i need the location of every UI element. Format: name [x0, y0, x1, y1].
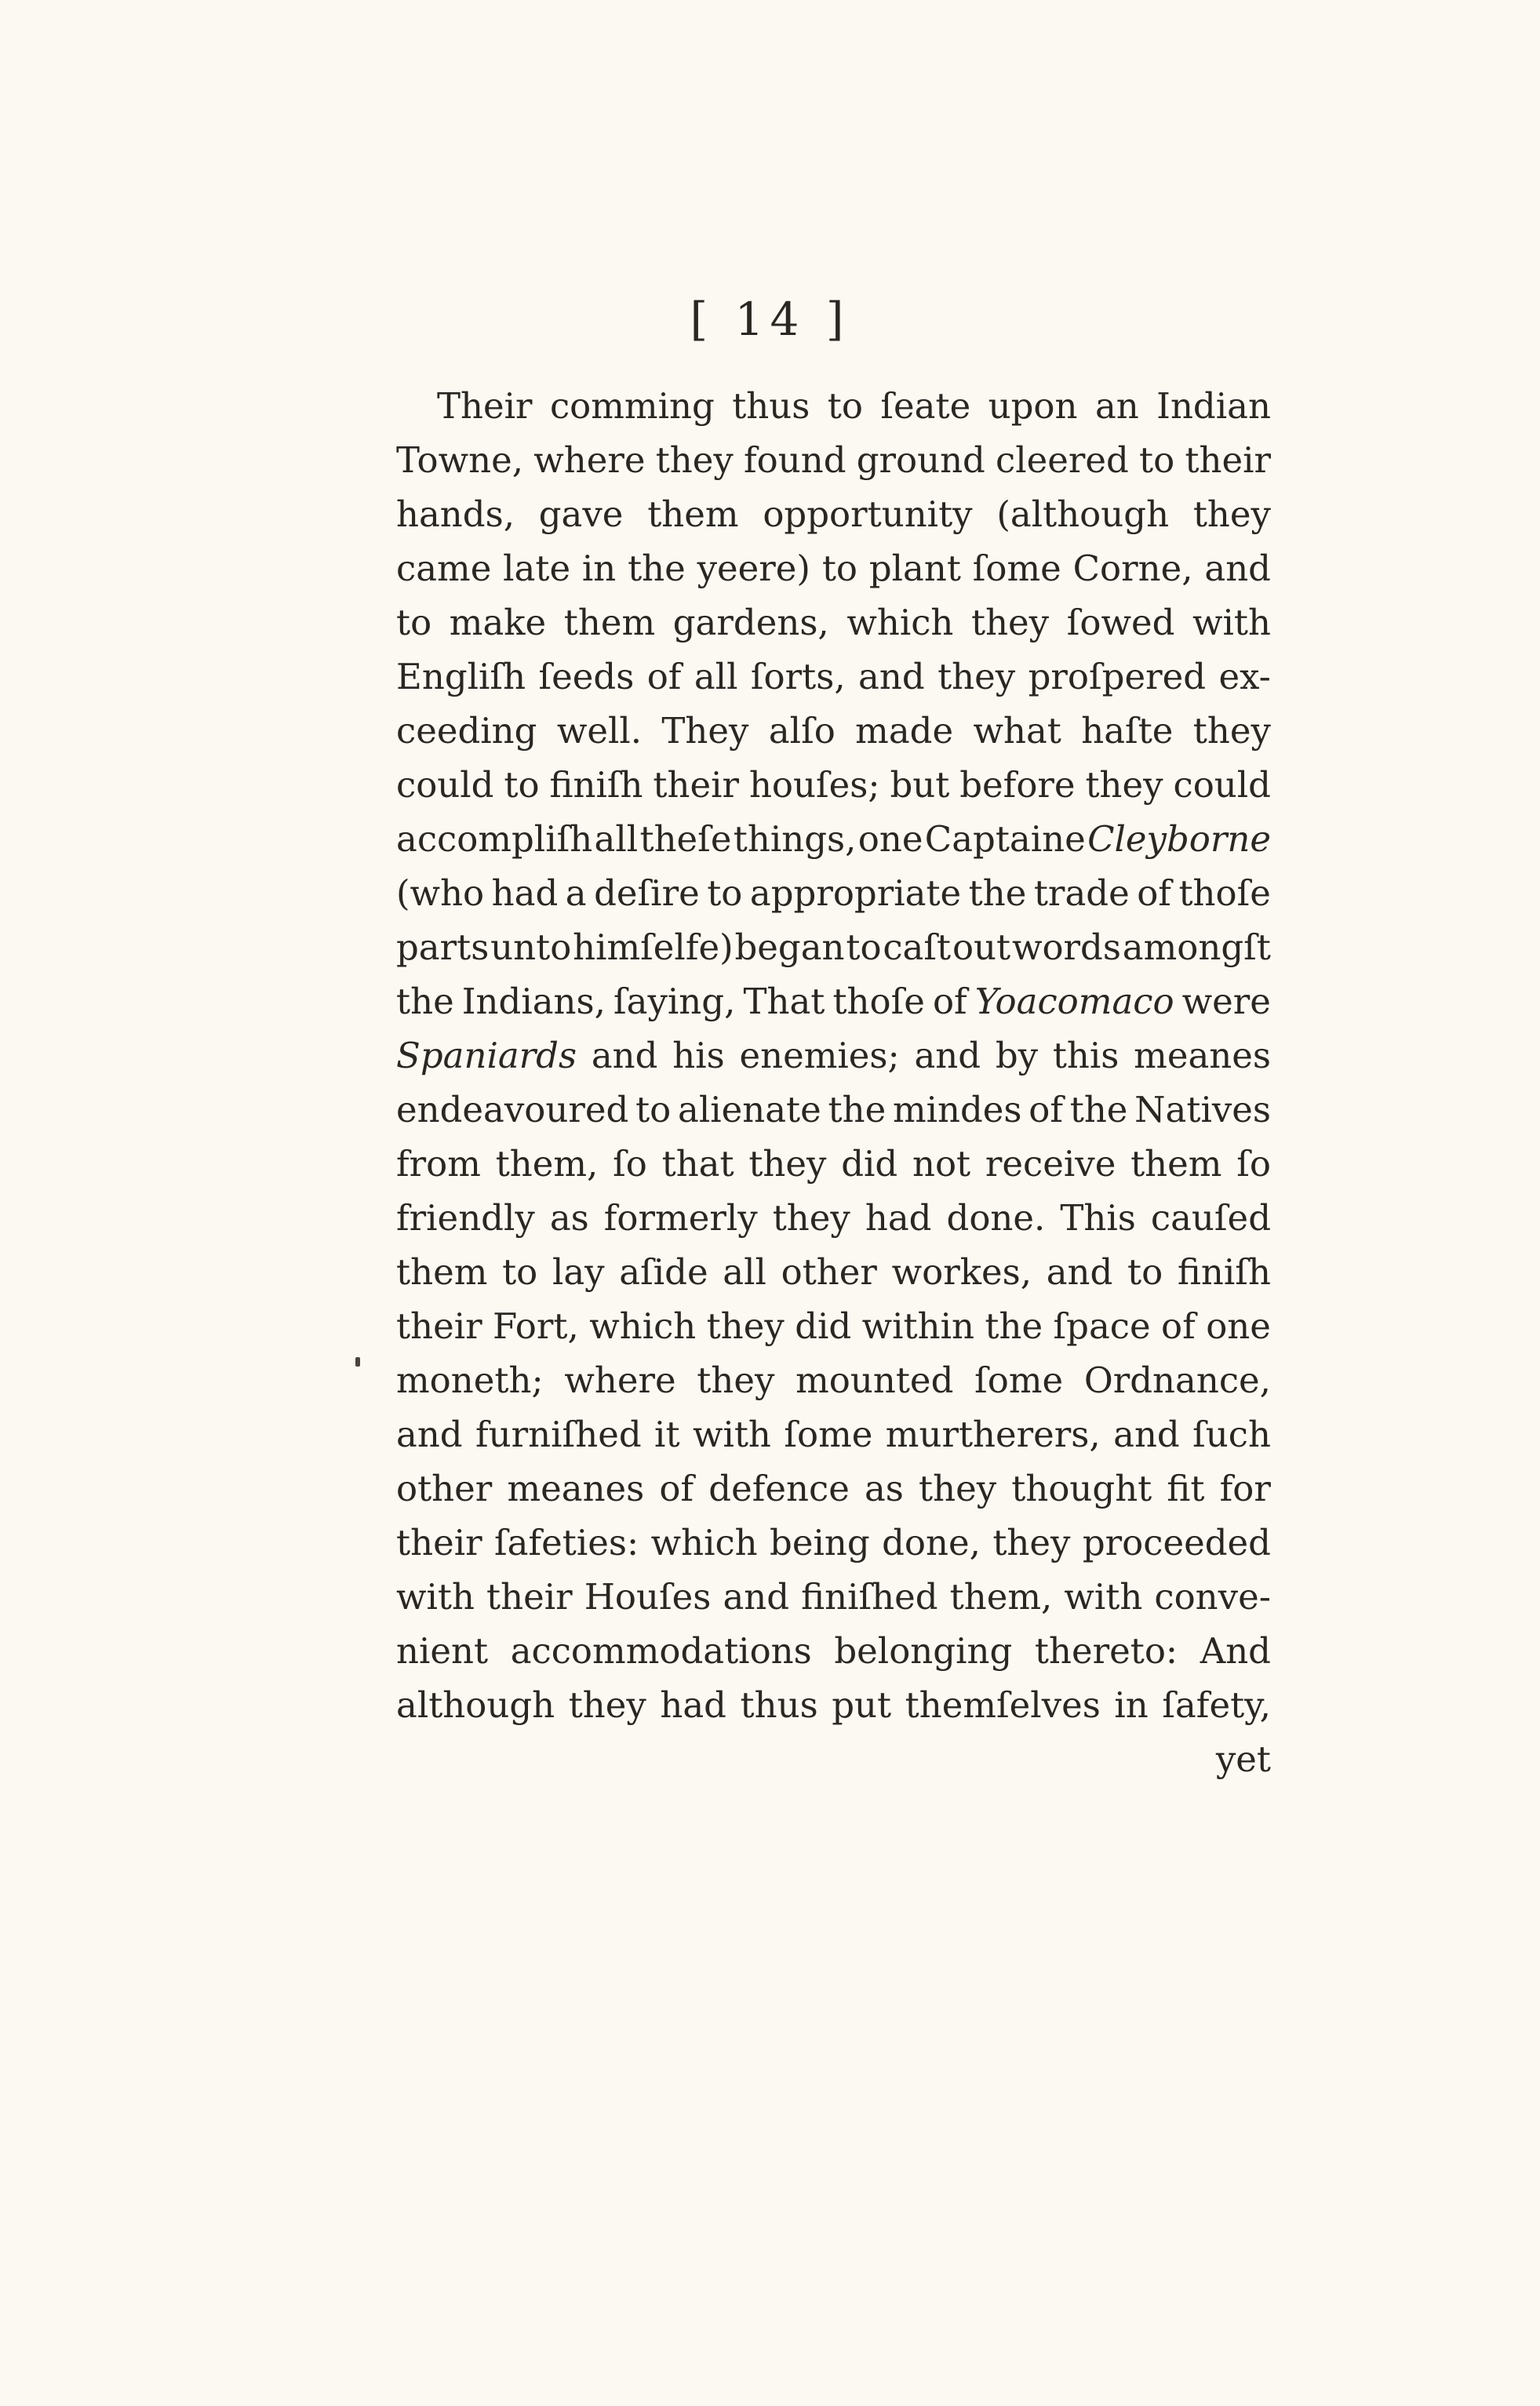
word: cleered	[996, 439, 1129, 481]
italic-word: Cleyborne	[1087, 818, 1271, 860]
word: plant	[868, 548, 961, 589]
word: their	[653, 764, 740, 806]
word: and	[1113, 1414, 1180, 1455]
word: them	[563, 602, 656, 643]
word: upon	[988, 385, 1078, 427]
word: amongſt	[1122, 926, 1271, 968]
word: for	[1219, 1468, 1271, 1509]
word: the	[628, 548, 686, 589]
word: did	[795, 1305, 852, 1347]
word: thoſe	[832, 981, 925, 1022]
word: yeere)	[697, 548, 810, 589]
word: proceeded	[1082, 1522, 1271, 1563]
text-line	[396, 1083, 1271, 1137]
word: Corne,	[1072, 548, 1193, 589]
word: ground	[856, 439, 985, 481]
word: ſo	[613, 1143, 647, 1185]
word: Their	[437, 385, 533, 427]
text-line	[396, 1570, 1271, 1624]
word: accompliſh	[396, 818, 593, 860]
word: Houſes	[584, 1576, 712, 1618]
word: had	[491, 872, 559, 914]
word: words	[1011, 926, 1121, 968]
word: nient	[396, 1630, 489, 1672]
word: alſo	[768, 710, 836, 752]
word: other	[396, 1468, 493, 1509]
word: and	[1046, 1251, 1113, 1293]
word: which	[650, 1522, 758, 1563]
text-line	[396, 866, 1271, 920]
word: to	[821, 548, 857, 589]
text-line	[396, 1678, 1271, 1732]
word: receive	[985, 1143, 1116, 1185]
word: well.	[556, 710, 643, 752]
word: them	[647, 493, 739, 535]
word: which	[589, 1305, 697, 1347]
word: himſelfe)	[573, 926, 734, 968]
catchword-line	[396, 1732, 1271, 1786]
word: that	[661, 1143, 734, 1185]
word: (although	[996, 493, 1170, 535]
word: had	[660, 1684, 726, 1726]
word: done.	[946, 1197, 1046, 1239]
word: ſeeds	[538, 656, 635, 697]
text-line	[396, 1191, 1271, 1245]
word: to	[827, 385, 863, 427]
text-line	[396, 1461, 1271, 1516]
text-line	[396, 1407, 1271, 1461]
word: they	[706, 1305, 785, 1347]
word: their	[486, 1576, 573, 1618]
word: to	[1127, 1251, 1163, 1293]
word: to	[1139, 439, 1175, 481]
word: they	[1192, 710, 1271, 752]
word: cauſed	[1150, 1197, 1271, 1239]
word: the	[396, 981, 454, 1022]
word: And	[1200, 1630, 1271, 1672]
word: they	[772, 1197, 850, 1239]
word: with	[1064, 1576, 1143, 1618]
text-line	[396, 650, 1271, 704]
word: parts	[396, 926, 490, 968]
word: and	[858, 656, 925, 697]
word: where	[564, 1360, 676, 1401]
word: with	[1192, 602, 1271, 643]
word: mindes	[892, 1089, 1022, 1130]
word: ſome	[972, 548, 1061, 589]
word: deſire	[594, 872, 700, 914]
text-line	[396, 1353, 1271, 1407]
marginal-ink-mark	[355, 1357, 360, 1367]
word: of	[1137, 872, 1171, 914]
word: moneth;	[396, 1360, 544, 1401]
word: the	[828, 1089, 887, 1130]
word: could	[1173, 764, 1271, 806]
word: gardens,	[672, 602, 829, 643]
word: ex-	[1218, 656, 1271, 697]
word: ſaying,	[613, 981, 736, 1022]
word: as	[549, 1197, 589, 1239]
word: thought	[1011, 1468, 1152, 1509]
word: of	[932, 981, 967, 1022]
word: Ordnance,	[1083, 1360, 1271, 1401]
word: things,	[733, 818, 857, 860]
word: they	[568, 1684, 646, 1726]
word: caſt	[883, 926, 952, 968]
word: in	[581, 548, 617, 589]
word: finiſh	[549, 764, 643, 806]
word: and	[723, 1576, 790, 1618]
word: (who	[396, 872, 485, 914]
word: in	[1114, 1684, 1149, 1726]
text-line	[396, 541, 1271, 595]
word: friendly	[396, 1197, 535, 1239]
word: This	[1060, 1197, 1136, 1239]
word: and	[914, 1035, 981, 1076]
catchword: yet	[1215, 1738, 1271, 1780]
word: mounted	[795, 1360, 954, 1401]
page-number: [ 14 ]	[690, 293, 850, 346]
word: being	[770, 1522, 870, 1563]
word: ſafety,	[1162, 1684, 1271, 1726]
word: Captaine	[924, 818, 1086, 860]
word: ſome	[784, 1414, 873, 1455]
word: houſes;	[748, 764, 880, 806]
text-line	[396, 974, 1271, 1028]
word: and	[591, 1035, 658, 1076]
text-line	[396, 1299, 1271, 1353]
word: trade	[1033, 872, 1130, 914]
word: came	[396, 548, 492, 589]
word: hands,	[396, 493, 515, 535]
word: and	[1204, 548, 1271, 589]
word: to	[707, 872, 743, 914]
word: the	[968, 872, 1027, 914]
word: they	[1085, 764, 1163, 806]
word: endeavoured	[396, 1089, 629, 1130]
word: Indians,	[461, 981, 606, 1022]
word: Fort,	[493, 1305, 579, 1347]
word: ſafeties:	[494, 1522, 639, 1563]
word: finiſhed	[801, 1576, 938, 1618]
text-line	[396, 379, 1271, 433]
word: all	[694, 656, 738, 697]
word: enemies;	[739, 1035, 900, 1076]
word: ſome	[974, 1360, 1064, 1401]
word: gave	[538, 493, 624, 535]
word: ſuch	[1192, 1414, 1271, 1455]
word: furniſhed	[475, 1414, 642, 1455]
text-line	[396, 812, 1271, 866]
word: thereto:	[1034, 1630, 1178, 1672]
word: they	[1192, 493, 1271, 535]
word: formerly	[603, 1197, 758, 1239]
word: an	[1094, 385, 1139, 427]
text-line	[396, 1516, 1271, 1570]
word: a	[565, 872, 587, 914]
word: were	[1181, 981, 1271, 1022]
word: which	[846, 602, 954, 643]
word: appropriate	[749, 872, 962, 914]
text-line	[396, 758, 1271, 812]
word: finiſh	[1177, 1251, 1271, 1293]
word: ſpace	[1053, 1305, 1151, 1347]
word: not	[912, 1143, 971, 1185]
word: them	[396, 1251, 488, 1293]
word: to	[396, 602, 432, 643]
word: defence	[708, 1468, 850, 1509]
word: out	[952, 926, 1011, 968]
word: fit	[1167, 1468, 1205, 1509]
text-line	[396, 1028, 1271, 1083]
word: as	[864, 1468, 904, 1509]
text-line	[396, 487, 1271, 541]
word: opportunity	[763, 493, 973, 535]
word: but	[890, 764, 950, 806]
word: they	[970, 602, 1050, 643]
word: of	[1161, 1305, 1196, 1347]
word: ſorts,	[750, 656, 846, 697]
word: found	[743, 439, 846, 481]
word: before	[959, 764, 1076, 806]
word: what	[973, 710, 1061, 752]
word: to	[635, 1089, 672, 1130]
word: meanes	[507, 1468, 645, 1509]
word: thoſe	[1178, 872, 1271, 914]
word: they	[655, 439, 734, 481]
word: alienate	[677, 1089, 821, 1130]
text-line	[396, 920, 1271, 974]
word: proſpered	[1028, 656, 1207, 697]
word: Indian	[1156, 385, 1271, 427]
word: they	[937, 656, 1016, 697]
text-line	[396, 433, 1271, 487]
word: themſelves	[905, 1684, 1101, 1726]
word: make	[449, 602, 547, 643]
word: his	[672, 1035, 725, 1076]
word: murtherers,	[885, 1414, 1101, 1455]
word: the	[1069, 1089, 1128, 1130]
word: theſe	[639, 818, 732, 860]
text-line	[396, 704, 1271, 758]
word: all	[723, 1251, 766, 1293]
word: thus	[732, 385, 810, 427]
word: their	[1185, 439, 1271, 481]
word: thus	[740, 1684, 818, 1726]
word: one	[1206, 1305, 1271, 1347]
word: their	[396, 1522, 482, 1563]
word: began	[734, 926, 845, 968]
word: made	[855, 710, 954, 752]
word: they	[992, 1522, 1071, 1563]
word: belonging	[834, 1630, 1013, 1672]
word: them,	[949, 1576, 1053, 1618]
text-line	[396, 595, 1271, 650]
word: and	[396, 1414, 463, 1455]
word: them,	[495, 1143, 599, 1185]
body-text	[396, 379, 1271, 1786]
word: unto	[490, 926, 572, 968]
word: That	[743, 981, 825, 1022]
word: Towne,	[396, 439, 524, 481]
word: with	[396, 1576, 475, 1618]
word: comming	[549, 385, 715, 427]
word: ſeate	[880, 385, 971, 427]
word: they	[697, 1360, 775, 1401]
word: to	[504, 764, 540, 806]
word: lay	[552, 1251, 605, 1293]
word: where	[533, 439, 646, 481]
word: all	[594, 818, 639, 860]
word: could	[396, 764, 494, 806]
word: the	[985, 1305, 1043, 1347]
word: within	[861, 1305, 974, 1347]
word: one	[857, 818, 923, 860]
word: they	[919, 1468, 997, 1509]
word: it	[654, 1414, 680, 1455]
word: workes,	[891, 1251, 1032, 1293]
text-line	[396, 1245, 1271, 1299]
word: meanes	[1134, 1035, 1271, 1076]
word: from	[396, 1143, 481, 1185]
word: haſte	[1081, 710, 1174, 752]
word: ſo	[1236, 1143, 1271, 1185]
word: aſide	[619, 1251, 708, 1293]
word: their	[396, 1305, 482, 1347]
italic-word: Yoacomaco	[974, 981, 1174, 1022]
italic-word: Spaniards	[396, 1035, 577, 1076]
word: They	[661, 710, 749, 752]
word: ceeding	[396, 710, 537, 752]
word: by	[995, 1035, 1039, 1076]
word: Engliſh	[396, 656, 526, 697]
word: ſowed	[1066, 602, 1175, 643]
word: this	[1052, 1035, 1120, 1076]
word: done,	[882, 1522, 981, 1563]
word: although	[396, 1684, 555, 1726]
word: had	[865, 1197, 932, 1239]
word: they	[748, 1143, 827, 1185]
word: to	[846, 926, 882, 968]
word: conve-	[1154, 1576, 1271, 1618]
word: other	[781, 1251, 877, 1293]
text-line	[396, 1137, 1271, 1191]
word: with	[692, 1414, 771, 1455]
text-lines	[396, 379, 1271, 1732]
word: late	[503, 548, 571, 589]
word: Natives	[1134, 1089, 1271, 1130]
word: put	[832, 1684, 892, 1726]
text-line	[396, 1624, 1271, 1678]
word: to	[502, 1251, 538, 1293]
word: of	[1028, 1089, 1063, 1130]
word: of	[659, 1468, 694, 1509]
word: of	[646, 656, 682, 697]
word: did	[841, 1143, 898, 1185]
word: accommodations	[510, 1630, 812, 1672]
word: them	[1130, 1143, 1222, 1185]
